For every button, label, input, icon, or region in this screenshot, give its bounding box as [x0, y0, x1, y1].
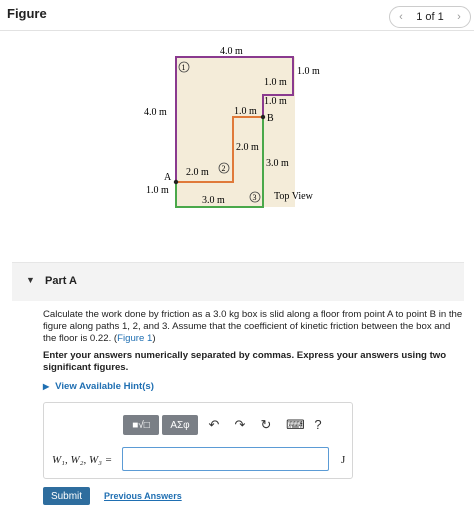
label-orange-height: 2.0 m: [236, 142, 259, 153]
path-1-number: 1: [181, 63, 186, 72]
previous-figure-icon[interactable]: ‹: [399, 11, 403, 23]
path-3-number: 3: [252, 193, 257, 202]
label-point-a: A: [164, 172, 172, 183]
label-top-width: 4.0 m: [220, 46, 243, 57]
answer-input[interactable]: [122, 447, 329, 471]
path-2-number: 2: [221, 164, 226, 173]
hints-label: View Available Hint(s): [55, 381, 154, 392]
label-inner-top: 1.0 m: [264, 77, 287, 88]
question-body: Calculate the work done by friction as a 3.0 kg box is slid along a floor from point A to point B in the figure along paths 1, 2, and 3. Assume that the coefficient of kinetic friction between the box and the floor is 0.22. (: [43, 309, 463, 344]
part-a-header[interactable]: [12, 262, 464, 301]
figure-link[interactable]: Figure 1: [117, 333, 153, 344]
label-bottom-left: 1.0 m: [146, 185, 169, 196]
label-bottom-width: 3.0 m: [202, 195, 225, 206]
label-right-top: 1.0 m: [297, 66, 320, 77]
view-hints-link[interactable]: [43, 381, 154, 392]
previous-answers-link[interactable]: Previous Answers: [104, 491, 182, 501]
figure-title: Figure: [7, 6, 47, 21]
submit-button[interactable]: Submit: [43, 487, 90, 505]
variables-label: W₁, W₂, W₃ =: [52, 454, 113, 466]
question-tail: ): [152, 333, 156, 344]
keyboard-icon[interactable]: ⌨: [286, 417, 305, 432]
help-icon[interactable]: ?: [314, 417, 322, 432]
part-label: Part A: [45, 275, 77, 287]
pager-text: 1 of 1: [416, 11, 444, 23]
symbols-button[interactable]: ΑΣφ: [162, 415, 198, 435]
figure-pager: [389, 6, 471, 28]
unit-label: J: [341, 454, 346, 466]
point-a-dot: [174, 180, 178, 184]
redo-icon[interactable]: ↷: [234, 417, 246, 432]
label-inner-right: 1.0 m: [264, 96, 287, 107]
label-top-view: Top View: [274, 191, 313, 202]
paths-figure: [140, 42, 340, 217]
label-mid-width: 1.0 m: [234, 106, 257, 117]
answer-box: [43, 402, 353, 479]
instruction-text: Enter your answers numerically separated by commas. Express your answers using two significant figures.: [43, 350, 447, 373]
label-small-width: 2.0 m: [186, 167, 209, 178]
next-figure-icon[interactable]: ›: [457, 11, 461, 23]
reset-icon[interactable]: ↻: [260, 417, 272, 432]
templates-button[interactable]: ■√□: [123, 415, 159, 435]
label-path-height: 3.0 m: [266, 158, 289, 169]
header-divider: [0, 30, 474, 31]
triangle-down-icon[interactable]: ▼: [26, 275, 35, 285]
question-text: [43, 309, 463, 345]
undo-icon[interactable]: ↶: [208, 417, 220, 432]
label-point-b: B: [267, 113, 274, 124]
triangle-right-icon: ▶: [43, 382, 50, 391]
point-b-dot: [261, 115, 265, 119]
math-toolbar: [123, 411, 328, 439]
label-left-height: 4.0 m: [144, 107, 167, 118]
